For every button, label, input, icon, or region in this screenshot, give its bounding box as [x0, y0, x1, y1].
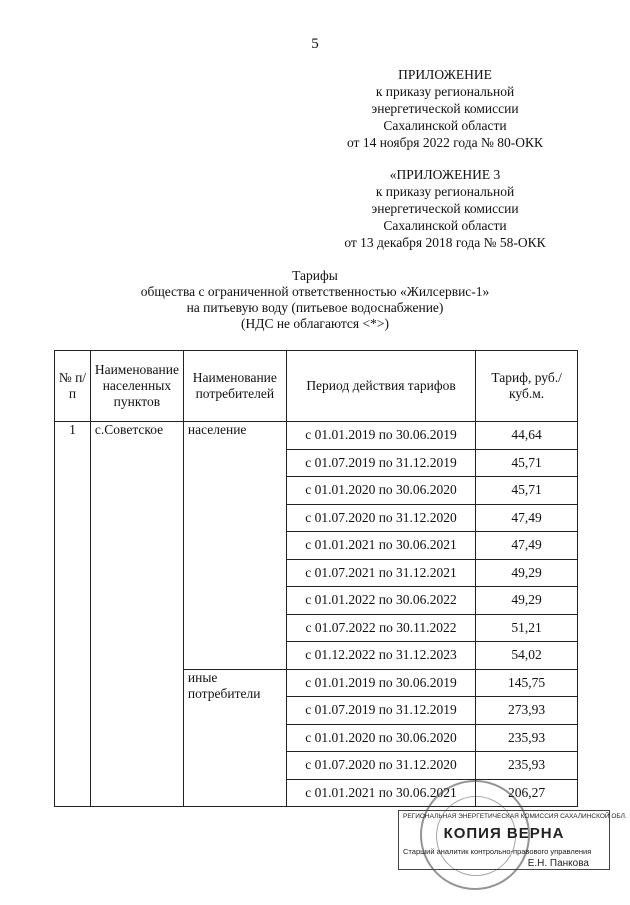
header-tariff: Тариф, руб./куб.м. [476, 351, 578, 422]
tariff-cell: 44,64 [476, 422, 578, 450]
appendix-line: Сахалинской области [383, 218, 507, 233]
title-line: общества с ограниченной ответственностью «Жилсервис-1» [140, 284, 490, 299]
period-cell: с 01.01.2021 по 30.06.2021 [286, 779, 475, 807]
appendix-line: к приказу региональной [375, 84, 515, 99]
tariff-cell: 49,29 [476, 587, 578, 615]
period-cell: с 01.01.2022 по 30.06.2022 [286, 587, 475, 615]
period-cell: с 01.07.2019 по 31.12.2019 [286, 449, 475, 477]
period-cell: с 01.07.2019 по 31.12.2019 [286, 697, 475, 725]
copy-certified-box [398, 810, 627, 870]
table-header-row [55, 351, 578, 422]
stamp-signatory: Е.Н. Панкова [527, 858, 589, 869]
tariff-cell: 47,49 [476, 504, 578, 532]
header-period: Период действия тарифов [286, 351, 475, 422]
certification-stamp [398, 780, 628, 890]
period-cell: с 01.01.2020 по 30.06.2020 [286, 477, 475, 505]
tariff-cell: 45,71 [476, 477, 578, 505]
title-line: на питьевую воду (питьевое водоснабжение) [186, 300, 444, 315]
appendix-line: к приказу региональной [375, 184, 515, 199]
header-consumers: Наименование потребителей [183, 351, 286, 422]
period-cell: с 01.01.2021 по 30.06.2021 [286, 532, 475, 560]
page-number: 5 [311, 36, 319, 52]
appendix-3-header [325, 166, 565, 251]
consumer-cell: иные потребители [183, 669, 286, 807]
period-cell: с 01.07.2020 по 31.12.2020 [286, 504, 475, 532]
row-number: 1 [55, 422, 91, 807]
period-cell: с 01.01.2020 по 30.06.2020 [286, 724, 475, 752]
appendix-line: от 13 декабря 2018 года № 58-ОКК [344, 235, 546, 250]
tariff-cell: 145,75 [476, 669, 578, 697]
table-row [55, 422, 578, 450]
appendix-line: ПРИЛОЖЕНИЕ [398, 67, 492, 82]
period-cell: с 01.07.2020 по 31.12.2020 [286, 752, 475, 780]
appendix-line: энергетической комиссии [371, 101, 519, 116]
tariff-cell: 49,29 [476, 559, 578, 587]
stamp-title: КОПИЯ ВЕРНА [443, 825, 565, 842]
appendix-line: Сахалинской области [383, 118, 507, 133]
tariff-cell: 273,93 [476, 697, 578, 725]
period-cell: с 01.01.2019 по 30.06.2019 [286, 422, 475, 450]
tariff-cell: 51,21 [476, 614, 578, 642]
period-cell: с 01.07.2021 по 31.12.2021 [286, 559, 475, 587]
tariff-cell: 45,71 [476, 449, 578, 477]
consumer-cell: население [183, 422, 286, 670]
tariff-cell: 235,93 [476, 724, 578, 752]
document-title [60, 268, 570, 332]
stamp-header: РЕГИОНАЛЬНАЯ ЭНЕРГЕТИЧЕСКАЯ КОМИССИЯ САХАЛИНСКОЙ ОБЛ. [403, 813, 627, 820]
title-line: Тарифы [292, 268, 338, 283]
settlement-cell: с.Советское [90, 422, 183, 807]
tariff-cell: 206,27 [476, 779, 578, 807]
tariff-cell: 54,02 [476, 642, 578, 670]
tariff-table [54, 350, 578, 807]
appendix-line: от 14 ноября 2022 года № 80-ОКК [346, 135, 544, 150]
tariff-cell: 235,93 [476, 752, 578, 780]
stamp-position: Старший аналитик контрольно-правового управления [403, 847, 592, 856]
header-number: № п/п [55, 351, 91, 422]
period-cell: с 01.07.2022 по 30.11.2022 [286, 614, 475, 642]
period-cell: с 01.01.2019 по 30.06.2019 [286, 669, 475, 697]
tariff-cell: 47,49 [476, 532, 578, 560]
appendix-line: энергетической комиссии [371, 201, 519, 216]
appendix-line: «ПРИЛОЖЕНИЕ 3 [389, 167, 501, 182]
appendix-header [325, 66, 565, 151]
period-cell: с 01.12.2022 по 31.12.2023 [286, 642, 475, 670]
title-line: (НДС не облагаются <*>) [241, 316, 389, 331]
header-settlement: Наименование населенных пунктов [90, 351, 183, 422]
